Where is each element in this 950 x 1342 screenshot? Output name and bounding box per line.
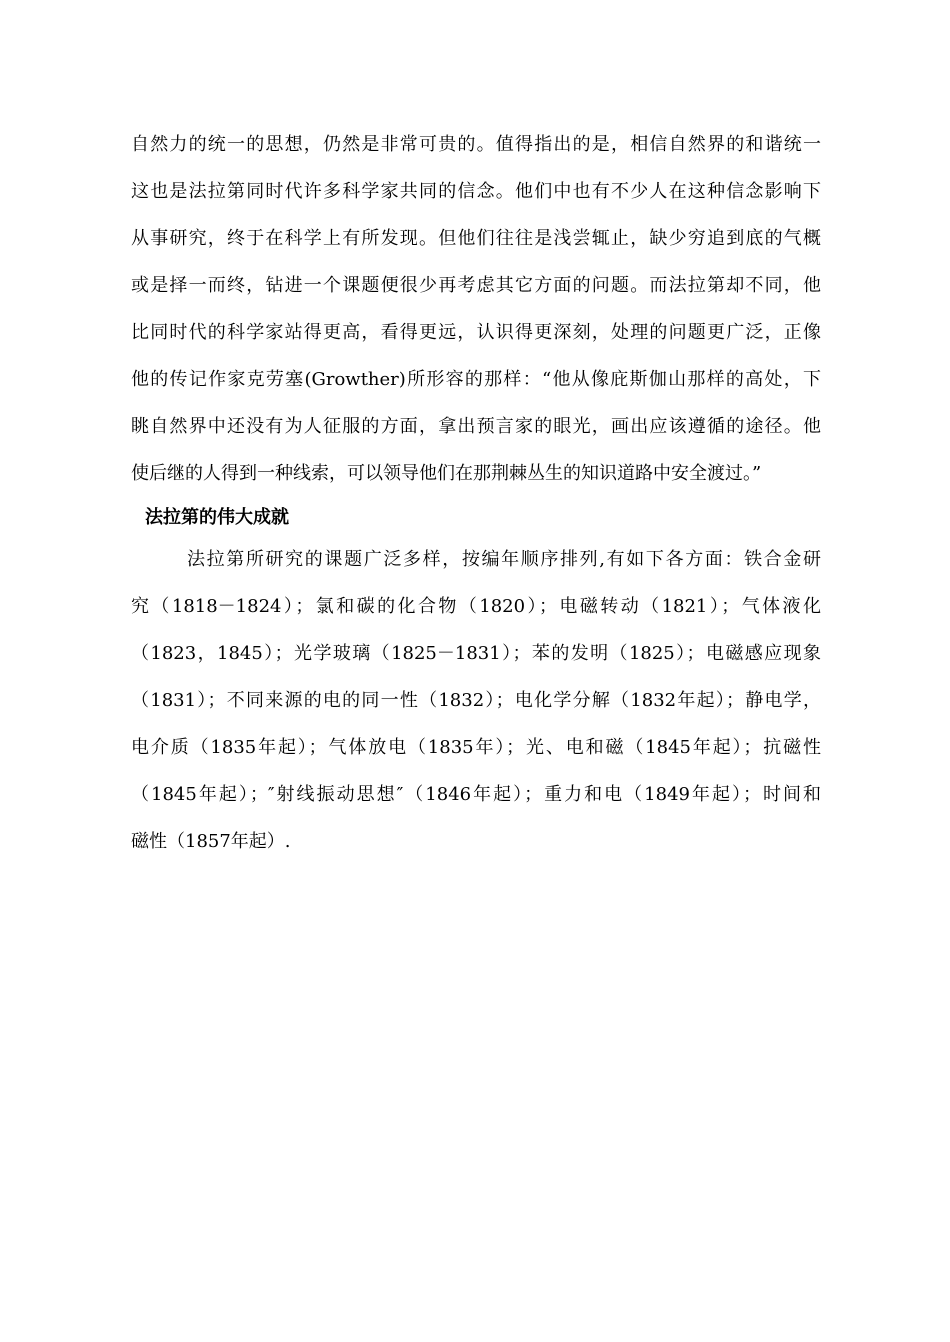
paragraph-2-line-1: 法拉第所研究的课题广泛多样，按编年顺序排列,有如下各方面：铁合金研 — [187, 549, 821, 570]
paragraph-2-line-6: （1845年起）；″射线振动思想″（1846年起）；重力和电（1849年起）；时间和 — [131, 784, 821, 805]
paragraph-1-line-7: 眺自然界中还没有为人征服的方面，拿出预言家的眼光，画出应该遵循的途径。他 — [131, 416, 821, 437]
paragraph-2-line-5: 电介质（1835年起）；气体放电（1835年）；光、电和磁（1845年起）；抗磁性 — [131, 737, 821, 758]
paragraph-1-line-8: 使后继的人得到一种线索，可以领导他们在那荆棘丛生的知识道路中安全渡过。” — [131, 463, 762, 484]
paragraph-1-line-5: 比同时代的科学家站得更高，看得更远，认识得更深刻，处理的问题更广泛，正像 — [131, 322, 821, 343]
paragraph-2-line-4: （1831）；不同来源的电的同一性（1832）；电化学分解（1832年起）；静电学， — [131, 690, 821, 711]
paragraph-2-line-2: 究（1818－1824）；氯和碳的化合物（1820）；电磁转动（1821）；气体液化 — [131, 596, 821, 617]
paragraph-1-line-3: 从事研究，终于在科学上有所发现。但他们往往是浅尝辄止，缺少穷追到底的气概 — [131, 228, 821, 249]
paragraph-1-line-1: 自然力的统一的思想，仍然是非常可贵的。值得指出的是，相信自然界的和谐统一 — [131, 134, 821, 155]
paragraph-1-line-4: 或是择一而终，钻进一个课题便很少再考虑其它方面的问题。而法拉第却不同，他 — [131, 275, 821, 296]
paragraph-1-line-2: 这也是法拉第同时代许多科学家共同的信念。他们中也有不少人在这种信念影响下 — [131, 181, 821, 202]
paragraph-2-line-7: 磁性（1857年起）. — [131, 831, 291, 852]
section-heading: 法拉第的伟大成就 — [145, 507, 289, 528]
paragraph-2-line-3: （1823，1845）；光学玻璃（1825－1831）；苯的发明（1825）；电磁感应现象 — [131, 643, 821, 664]
paragraph-1-line-6: 他的传记作家克劳塞(Growther)所形容的那样：“他从像庇斯伽山那样的高处，下 — [131, 369, 821, 390]
